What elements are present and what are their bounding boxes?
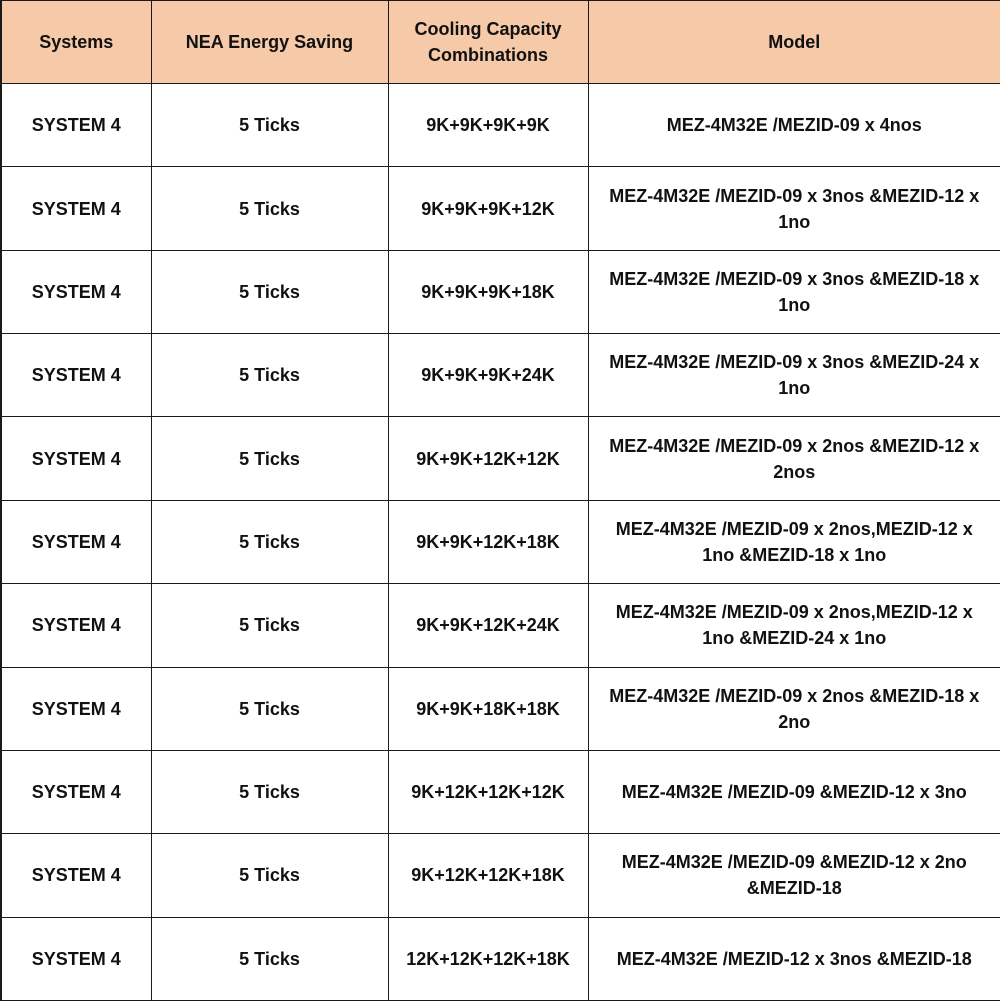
cell-model: MEZ-4M32E /MEZID-09 x 3nos &MEZID-24 x 1no: [588, 334, 1000, 417]
cell-energy-saving: 5 Ticks: [151, 334, 388, 417]
cell-system: SYSTEM 4: [1, 584, 151, 667]
table-row: [1, 750, 1000, 833]
cell-model: MEZ-4M32E /MEZID-09 x 2nos &MEZID-12 x 2nos: [588, 417, 1000, 500]
table-row: [1, 250, 1000, 333]
cell-cooling-combination: 12K+12K+12K+18K: [388, 917, 588, 1000]
table-row: [1, 167, 1000, 250]
table-row: [1, 84, 1000, 167]
cell-model: MEZ-4M32E /MEZID-12 x 3nos &MEZID-18: [588, 917, 1000, 1000]
table-row: [1, 834, 1000, 917]
cell-cooling-combination: 9K+9K+12K+18K: [388, 500, 588, 583]
cell-system: SYSTEM 4: [1, 334, 151, 417]
cell-system: SYSTEM 4: [1, 917, 151, 1000]
cell-cooling-combination: 9K+12K+12K+18K: [388, 834, 588, 917]
cell-model: MEZ-4M32E /MEZID-09 x 2nos &MEZID-18 x 2no: [588, 667, 1000, 750]
header-cooling-capacity: Cooling Capacity Combinations: [388, 1, 588, 84]
cell-energy-saving: 5 Ticks: [151, 750, 388, 833]
cell-energy-saving: 5 Ticks: [151, 917, 388, 1000]
cell-energy-saving: 5 Ticks: [151, 667, 388, 750]
header-nea-energy-saving: NEA Energy Saving: [151, 1, 388, 84]
cell-system: SYSTEM 4: [1, 834, 151, 917]
cell-system: SYSTEM 4: [1, 417, 151, 500]
cell-model: MEZ-4M32E /MEZID-09 &MEZID-12 x 2no &MEZID-18: [588, 834, 1000, 917]
cell-model: MEZ-4M32E /MEZID-09 x 3nos &MEZID-18 x 1no: [588, 250, 1000, 333]
cell-cooling-combination: 9K+9K+12K+12K: [388, 417, 588, 500]
cell-energy-saving: 5 Ticks: [151, 584, 388, 667]
cell-system: SYSTEM 4: [1, 667, 151, 750]
cell-system: SYSTEM 4: [1, 250, 151, 333]
cell-cooling-combination: 9K+9K+18K+18K: [388, 667, 588, 750]
cell-model: MEZ-4M32E /MEZID-09 x 2nos,MEZID-12 x 1no &MEZID-24 x 1no: [588, 584, 1000, 667]
cell-energy-saving: 5 Ticks: [151, 500, 388, 583]
table-row: [1, 917, 1000, 1000]
table-row: [1, 584, 1000, 667]
cell-cooling-combination: 9K+9K+12K+24K: [388, 584, 588, 667]
cell-model: MEZ-4M32E /MEZID-09 &MEZID-12 x 3no: [588, 750, 1000, 833]
cell-model: MEZ-4M32E /MEZID-09 x 3nos &MEZID-12 x 1no: [588, 167, 1000, 250]
table-row: [1, 334, 1000, 417]
cell-cooling-combination: 9K+9K+9K+12K: [388, 167, 588, 250]
header-systems: Systems: [1, 1, 151, 84]
cell-model: MEZ-4M32E /MEZID-09 x 2nos,MEZID-12 x 1no &MEZID-18 x 1no: [588, 500, 1000, 583]
table-row: [1, 667, 1000, 750]
cell-cooling-combination: 9K+9K+9K+18K: [388, 250, 588, 333]
table-header-row: [1, 1, 1000, 84]
cell-cooling-combination: 9K+9K+9K+24K: [388, 334, 588, 417]
cell-energy-saving: 5 Ticks: [151, 167, 388, 250]
cell-cooling-combination: 9K+12K+12K+12K: [388, 750, 588, 833]
cell-system: SYSTEM 4: [1, 167, 151, 250]
cell-model: MEZ-4M32E /MEZID-09 x 4nos: [588, 84, 1000, 167]
cell-energy-saving: 5 Ticks: [151, 417, 388, 500]
cell-energy-saving: 5 Ticks: [151, 84, 388, 167]
table-row: [1, 417, 1000, 500]
table-row: [1, 500, 1000, 583]
cell-system: SYSTEM 4: [1, 84, 151, 167]
cell-energy-saving: 5 Ticks: [151, 250, 388, 333]
header-model: Model: [588, 1, 1000, 84]
cell-cooling-combination: 9K+9K+9K+9K: [388, 84, 588, 167]
cell-system: SYSTEM 4: [1, 500, 151, 583]
cell-system: SYSTEM 4: [1, 750, 151, 833]
cell-energy-saving: 5 Ticks: [151, 834, 388, 917]
